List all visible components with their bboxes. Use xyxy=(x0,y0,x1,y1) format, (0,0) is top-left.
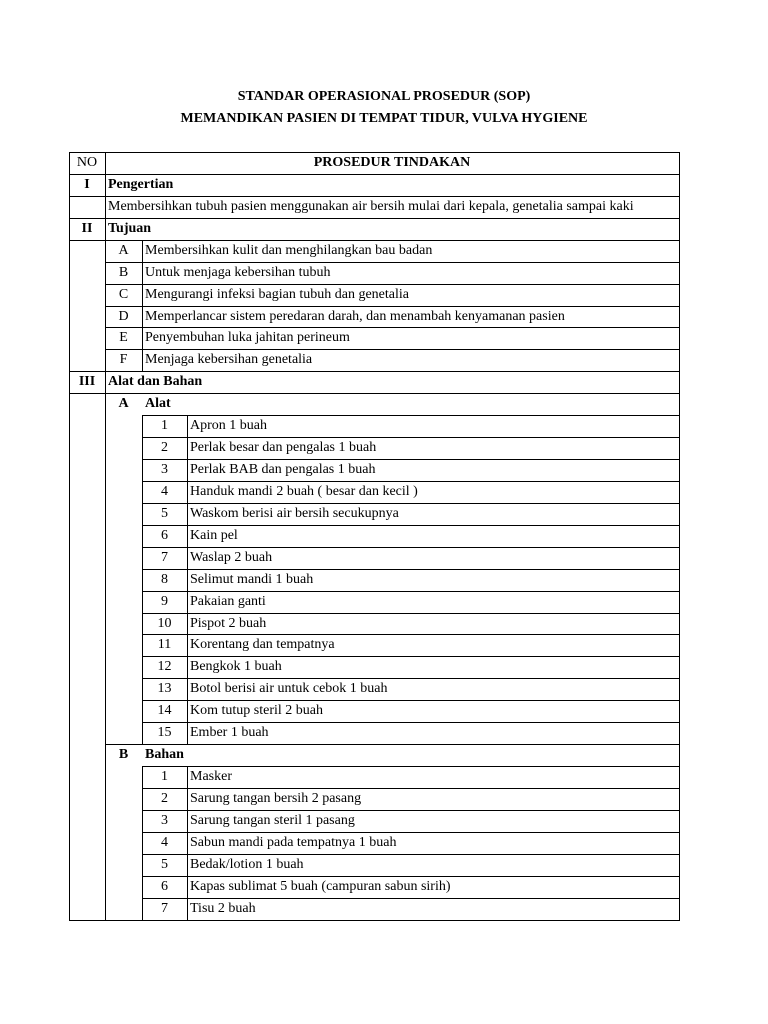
subsection-letter: A xyxy=(118,396,129,411)
alat-item-number: 4 xyxy=(161,484,168,499)
subsection-title-bahan: Bahan xyxy=(145,747,184,762)
alat-item-number: 6 xyxy=(161,528,168,543)
bahan-item-number: 6 xyxy=(161,879,168,894)
alat-item-number: 14 xyxy=(157,703,172,718)
alat-item-text: Pakaian ganti xyxy=(190,594,266,609)
alat-item-text: Pispot 2 buah xyxy=(190,616,267,631)
alat-item-text: Perlak besar dan pengalas 1 buah xyxy=(190,440,377,455)
tujuan-item-text: Membersihkan kulit dan menghilangkan bau badan xyxy=(145,243,433,258)
alat-item-number: 10 xyxy=(157,616,172,631)
bahan-item-text: Tisu 2 buah xyxy=(190,901,256,916)
document-subtitle: MEMANDIKAN PASIEN DI TEMPAT TIDUR, VULVA HYGIENE xyxy=(180,111,588,126)
pengertian-text: Membersihkan tubuh pasien menggunakan air bersih mulai dari kepala, genetalia sampai kaki xyxy=(108,199,634,214)
alat-item-text: Kain pel xyxy=(190,528,238,543)
table-border xyxy=(187,766,188,920)
bahan-item-number: 1 xyxy=(161,769,168,784)
tujuan-item-text: Mengurangi infeksi bagian tubuh dan genetalia xyxy=(145,287,409,302)
tujuan-item-text: Menjaga kebersihan genetalia xyxy=(145,352,313,367)
tujuan-item-letter: F xyxy=(119,352,128,367)
table-border xyxy=(187,415,188,744)
tujuan-item-letter: E xyxy=(119,330,128,345)
tujuan-item-letter: D xyxy=(118,309,129,324)
alat-item-text: Perlak BAB dan pengalas 1 buah xyxy=(190,462,376,477)
alat-item-number: 1 xyxy=(161,418,168,433)
section-title-alat-bahan: Alat dan Bahan xyxy=(108,374,203,389)
header-prosedur: PROSEDUR TINDAKAN xyxy=(313,155,471,170)
section-title-pengertian: Pengertian xyxy=(108,177,174,192)
tujuan-item-letter: A xyxy=(118,243,129,258)
alat-item-text: Korentang dan tempatnya xyxy=(190,637,335,652)
section-number: III xyxy=(78,374,96,389)
tujuan-item-letter: C xyxy=(118,287,129,302)
document-title: STANDAR OPERASIONAL PROSEDUR (SOP) xyxy=(237,89,531,104)
alat-item-text: Handuk mandi 2 buah ( besar dan kecil ) xyxy=(190,484,418,499)
subsection-letter: B xyxy=(118,747,129,762)
bahan-item-number: 5 xyxy=(161,857,168,872)
bahan-item-number: 2 xyxy=(161,791,168,806)
alat-item-number: 12 xyxy=(157,659,172,674)
alat-item-number: 8 xyxy=(161,572,168,587)
section-title-tujuan: Tujuan xyxy=(108,221,152,236)
table-border xyxy=(142,240,143,371)
tujuan-item-text: Penyembuhan luka jahitan perineum xyxy=(145,330,350,345)
tujuan-item-text: Memperlancar sistem peredaran darah, dan menambah kenyamanan pasien xyxy=(145,309,565,324)
bahan-item-text: Sabun mandi pada tempatnya 1 buah xyxy=(190,835,397,850)
bahan-item-text: Sarung tangan steril 1 pasang xyxy=(190,813,355,828)
alat-item-number: 15 xyxy=(157,725,172,740)
tujuan-item-text: Untuk menjaga kebersihan tubuh xyxy=(145,265,331,280)
bahan-item-text: Masker xyxy=(190,769,232,784)
bahan-item-number: 3 xyxy=(161,813,168,828)
alat-item-number: 11 xyxy=(157,637,172,652)
section-number: I xyxy=(84,177,90,192)
alat-item-text: Kom tutup steril 2 buah xyxy=(190,703,323,718)
alat-item-number: 13 xyxy=(157,681,172,696)
header-no: NO xyxy=(76,155,98,170)
alat-item-text: Botol berisi air untuk cebok 1 buah xyxy=(190,681,388,696)
bahan-item-text: Kapas sublimat 5 buah (campuran sabun sirih) xyxy=(190,879,451,894)
alat-item-text: Waskom berisi air bersih secukupnya xyxy=(190,506,399,521)
bahan-item-number: 4 xyxy=(161,835,168,850)
alat-item-text: Apron 1 buah xyxy=(190,418,267,433)
tujuan-item-letter: B xyxy=(118,265,129,280)
alat-item-number: 9 xyxy=(161,594,168,609)
bahan-item-text: Sarung tangan bersih 2 pasang xyxy=(190,791,362,806)
alat-item-number: 5 xyxy=(161,506,168,521)
alat-item-number: 2 xyxy=(161,440,168,455)
alat-item-text: Selimut mandi 1 buah xyxy=(190,572,314,587)
table-border xyxy=(69,920,680,921)
alat-item-number: 7 xyxy=(161,550,168,565)
alat-item-text: Waslap 2 buah xyxy=(190,550,273,565)
section-number: II xyxy=(81,221,93,236)
bahan-item-number: 7 xyxy=(161,901,168,916)
table-border xyxy=(679,152,680,921)
subsection-title-alat: Alat xyxy=(145,396,171,411)
table-border xyxy=(69,152,70,921)
bahan-item-text: Bedak/lotion 1 buah xyxy=(190,857,304,872)
alat-item-number: 3 xyxy=(161,462,168,477)
alat-item-text: Ember 1 buah xyxy=(190,725,269,740)
alat-item-text: Bengkok 1 buah xyxy=(190,659,282,674)
